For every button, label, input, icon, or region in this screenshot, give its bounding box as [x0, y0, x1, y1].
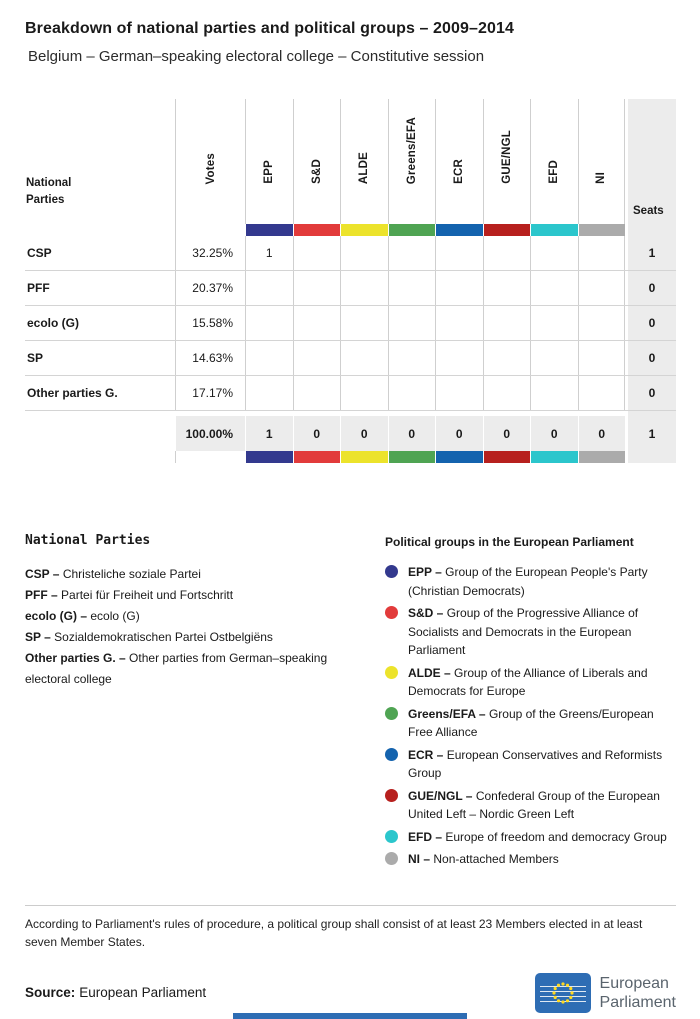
legend-item: NI – Non-attached Members [385, 850, 676, 869]
source-text [25, 985, 206, 1000]
votes-column-header: Votes [175, 99, 245, 224]
color-bar-epp [245, 451, 293, 463]
group-seats-cell-epp: 1 [245, 236, 293, 270]
votes-cell: 15.58% [175, 306, 245, 340]
group-seats-cell-efd [530, 341, 578, 375]
group-seats-cell-epp [245, 306, 293, 340]
color-bar-sd [293, 224, 341, 236]
group-seats-cell-sd [293, 271, 341, 305]
party-name-cell: CSP [27, 246, 52, 260]
color-bar-greens-efa [388, 451, 436, 463]
total-cell-ni: 0 [578, 416, 626, 451]
table-header-row [25, 99, 676, 224]
legend-section [25, 533, 676, 873]
table-total-row [25, 416, 676, 451]
seats-cell: 0 [628, 341, 676, 375]
group-seats-cell-ni [578, 306, 626, 340]
column-header-gue-ngl: GUE/NGL [483, 99, 531, 224]
group-color-dot-alde [385, 666, 398, 679]
color-bar-alde [340, 451, 388, 463]
votes-cell: 14.63% [175, 341, 245, 375]
column-header-ecr: ECR [435, 99, 483, 224]
group-seats-cell-ecr [435, 236, 483, 270]
table-row [25, 271, 676, 306]
source-value: European Parliament [79, 985, 207, 1000]
legend-item: PFF – Partei für Freiheit und Fortschritt [25, 588, 234, 602]
group-seats-cell-greens-efa [388, 306, 436, 340]
group-seats-cell-ni [578, 341, 626, 375]
group-color-dot-gue-ngl [385, 789, 398, 802]
group-seats-cell-sd [293, 236, 341, 270]
color-bar-ni [578, 224, 626, 236]
group-color-dot-epp [385, 565, 398, 578]
eu-flag-icon [535, 973, 591, 1013]
source-row [25, 973, 676, 1013]
legend-item: SP – Sozialdemokratischen Partei Ostbelgiëns [25, 630, 273, 644]
legend-item: Other parties G. – Other parties from German–speaking electoral college [25, 651, 328, 686]
color-bar-alde [340, 224, 388, 236]
group-seats-cell-efd [530, 271, 578, 305]
color-bar-sd [293, 451, 341, 463]
seats-cell: 0 [628, 271, 676, 305]
logo-wordmark: European Parliament [599, 974, 676, 1011]
legend-item: S&D – Group of the Progressive Alliance of Socialists and Democrats in the European Parliament [385, 604, 676, 660]
color-bar-gue-ngl [483, 224, 531, 236]
group-color-dot-efd [385, 830, 398, 843]
total-seats-cell: 1 [628, 416, 676, 451]
page-subtitle: Belgium – German–speaking electoral college – Constitutive session [28, 48, 485, 65]
group-color-dot-greens-efa [385, 707, 398, 720]
group-seats-cell-efd [530, 376, 578, 410]
column-header-efd: EFD [530, 99, 578, 224]
total-cell-sd: 0 [293, 416, 341, 451]
total-cell-alde: 0 [340, 416, 388, 451]
national-parties-legend-title: National Parties [25, 533, 151, 548]
group-seats-cell-epp [245, 341, 293, 375]
table-row [25, 341, 676, 376]
group-seats-cell-ecr [435, 341, 483, 375]
seats-cell: 1 [628, 236, 676, 270]
group-seats-cell-greens-efa [388, 376, 436, 410]
table-row [25, 236, 676, 271]
party-name-cell: ecolo (G) [27, 316, 80, 330]
votes-cell: 20.37% [175, 271, 245, 305]
color-bar-gue-ngl [483, 451, 531, 463]
seats-column-header: Seats [628, 99, 676, 224]
corner-header [25, 99, 175, 224]
total-cell-greens-efa: 0 [388, 416, 436, 451]
seats-cell: 0 [628, 306, 676, 340]
party-name-cell: PFF [27, 281, 50, 295]
color-bar-greens-efa [388, 224, 436, 236]
column-header-sd: S&D [293, 99, 341, 224]
group-seats-cell-ecr [435, 271, 483, 305]
group-seats-cell-gue-ngl [483, 306, 531, 340]
group-seats-cell-epp [245, 376, 293, 410]
group-seats-cell-ecr [435, 306, 483, 340]
group-color-dot-ni [385, 852, 398, 865]
legend-item: EFD – Europe of freedom and democracy Group [385, 828, 676, 847]
group-seats-cell-greens-efa [388, 236, 436, 270]
legend-item: Greens/EFA – Group of the Greens/European Free Alliance [385, 705, 676, 742]
results-table [25, 99, 676, 463]
color-bar-ecr [435, 451, 483, 463]
legend-item: CSP – Christeliche soziale Partei [25, 567, 201, 581]
group-seats-cell-ni [578, 376, 626, 410]
column-header-ni: NI [578, 99, 626, 224]
table-row [25, 306, 676, 341]
group-color-bar-strip-top [25, 224, 676, 236]
party-name-cell: Other parties G. [27, 386, 118, 400]
group-seats-cell-greens-efa [388, 271, 436, 305]
group-seats-cell-efd [530, 306, 578, 340]
group-seats-cell-sd [293, 341, 341, 375]
seats-cell: 0 [628, 376, 676, 410]
political-groups-legend [385, 533, 676, 873]
group-seats-cell-gue-ngl [483, 376, 531, 410]
total-cell-gue-ngl: 0 [483, 416, 531, 451]
group-seats-cell-alde [340, 306, 388, 340]
legend-item: EPP – Group of the European People's Party (Christian Democrats) [385, 563, 676, 600]
color-bar-ni [578, 451, 626, 463]
group-seats-cell-ni [578, 236, 626, 270]
column-header-epp: EPP [245, 99, 293, 224]
total-cell-ecr: 0 [435, 416, 483, 451]
group-color-dot-ecr [385, 748, 398, 761]
corner-header-line1: National [26, 177, 72, 189]
source-label: Source: [25, 985, 76, 1000]
party-name-cell: SP [27, 351, 44, 365]
group-color-bar-strip-bottom [25, 451, 676, 463]
group-seats-cell-alde [340, 341, 388, 375]
legend-item: ecolo (G) – ecolo (G) [25, 609, 140, 623]
color-bar-ecr [435, 224, 483, 236]
total-cell-efd: 0 [530, 416, 578, 451]
group-seats-cell-alde [340, 236, 388, 270]
color-bar-epp [245, 224, 293, 236]
political-groups-legend-title: Political groups in the European Parliament [385, 535, 634, 549]
group-color-dot-sd [385, 606, 398, 619]
group-seats-cell-ni [578, 271, 626, 305]
group-seats-cell-gue-ngl [483, 341, 531, 375]
national-parties-legend [25, 533, 385, 873]
group-seats-cell-alde [340, 376, 388, 410]
color-bar-efd [530, 451, 578, 463]
total-cell-epp: 1 [245, 416, 293, 451]
legend-item: GUE/NGL – Confederal Group of the European United Left – Nordic Green Left [385, 787, 676, 824]
table-row [25, 376, 676, 411]
bottom-decoration-bar [233, 1013, 467, 1019]
color-bar-efd [530, 224, 578, 236]
procedure-footnote: According to Parliament's rules of procedure, a political group shall consist of at least 23 Members elected in at least seven Member States. [25, 905, 676, 951]
group-seats-cell-epp [245, 271, 293, 305]
votes-cell: 17.17% [175, 376, 245, 410]
group-seats-cell-sd [293, 376, 341, 410]
group-seats-cell-efd [530, 236, 578, 270]
group-seats-cell-sd [293, 306, 341, 340]
group-seats-cell-gue-ngl [483, 271, 531, 305]
column-header-greens-efa: Greens/EFA [388, 99, 436, 224]
group-seats-cell-alde [340, 271, 388, 305]
corner-header-line2: Parties [26, 194, 65, 206]
group-seats-cell-gue-ngl [483, 236, 531, 270]
group-seats-cell-greens-efa [388, 341, 436, 375]
legend-item: ECR – European Conservatives and Reformists Group [385, 746, 676, 783]
legend-item: ALDE – Group of the Alliance of Liberals and Democrats for Europe [385, 664, 676, 701]
votes-cell: 32.25% [175, 236, 245, 270]
column-header-alde: ALDE [340, 99, 388, 224]
group-seats-cell-ecr [435, 376, 483, 410]
european-parliament-logo [535, 973, 676, 1013]
total-votes-cell: 100.00% [175, 416, 245, 451]
page-title: Breakdown of national parties and political groups – 2009–2014 [25, 20, 515, 37]
